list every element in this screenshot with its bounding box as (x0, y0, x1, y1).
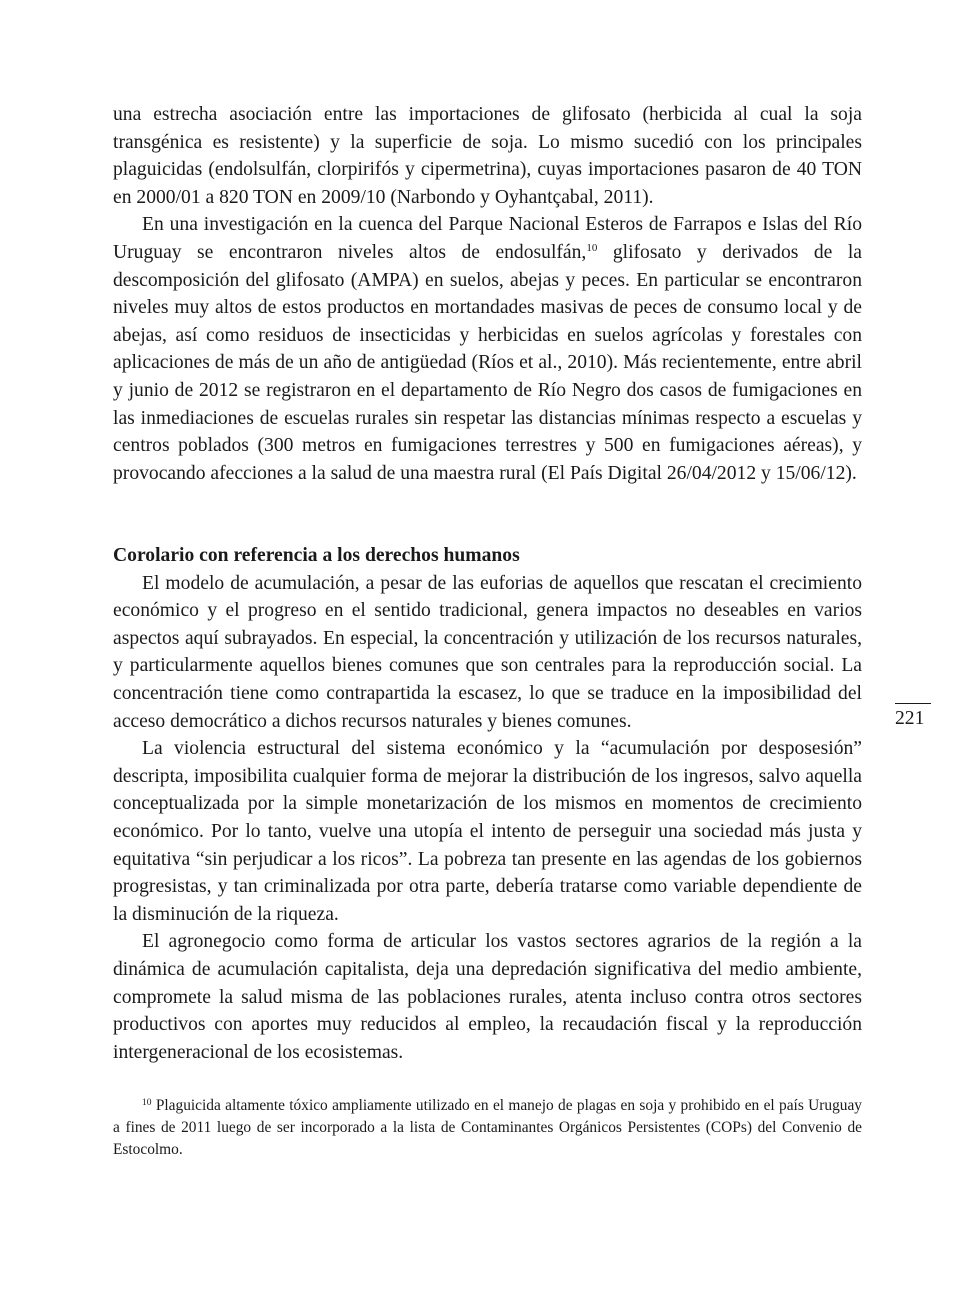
body-text-top (113, 101, 862, 487)
page-number-block (895, 703, 931, 731)
paragraph-violence: La violencia estructural del sistema económico y la “acumulación por desposesión” descripta, imposibilita cualquier forma de mejorar la distribución de los ingresos, salvo aquella conceptualizada por la simple monetarización de los mismos en momentos de crecimiento económico. Por lo tanto, vuelve una utopía el intento de perseguir una sociedad más justa y equitativa “sin perjudicar a los ricos”. La pobreza tan presente en las agendas de los gobiernos progresistas, y tan criminalizada por otra parte, debería tratarse como variable dependiente de la disminución de la riqueza. (113, 738, 862, 925)
paragraph-research (113, 211, 862, 487)
footnote-marker: 10 (142, 1098, 152, 1108)
section-heading: Corolario con referencia a los derechos humanos (113, 545, 520, 566)
page-number: 221 (895, 708, 925, 729)
footnote-reference: 10 (586, 241, 598, 254)
paragraph-model: El modelo de acumulación, a pesar de las euforias de aquellos que rescatan el crecimiento económico y el progreso en el sentido tradicional, genera impactos no deseables en varios aspectos aquí subrayados. En especial, la concentración y utilización de los recursos naturales, y particularmente aquellos bienes comunes que son centrales para la reproducción social. La concentración tiene como contrapartida la escasez, lo que se traduce en la imposibilidad del acceso democrático a dichos recursos naturales y bienes comunes. (113, 572, 862, 732)
page-number-rule (895, 703, 931, 704)
paragraph-agribusiness: El agronegocio como forma de articular los vastos sectores agrarios de la región a la dinámica de acumulación capitalista, deja una depredación significativa del medio ambiente, compromete la salud misma de las poblaciones rurales, atenta incluso contra otros sectores productivos con aportes muy reducidos al empleo, la recaudación fiscal y la reproducción intergeneracional de los ecosistemas. (113, 931, 862, 1063)
footnote (113, 1095, 862, 1162)
paragraph-research-text-b: glifosato y derivados de la descomposición del glifosato (AMPA) en suelos, abejas y peces. En particular se encontraron niveles muy altos de estos productos en mortandades masivas de peces de consumo local y de abejas, así como residuos de insecticidas y herbicidas en suelos agrícolas y forestales con aplicaciones de más de un año de antigüedad (Ríos et al., 2010). Más recientemente, entre abril y junio de 2012 se registraron en el departamento de Río Negro dos casos de fumigaciones en las inmediaciones de escuelas rurales sin respetar las distancias mínimas respecto a escuelas y centros poblados (300 metros en fumigaciones terrestres y 500 en fumigaciones aéreas), y provocando afecciones a la salud de una maestra rural (El País Digital 26/04/2012 y 15/06/12). (113, 241, 862, 484)
body-text-section (113, 542, 862, 1066)
paragraph-research-text-a: En una investigación en la cuenca del Parque Nacional Esteros de Farrapos e Islas del Río Uruguay se encontraron niveles altos de endosulfán, (113, 214, 862, 263)
paragraph-continued: una estrecha asociación entre las importaciones de glifosato (herbicida al cual la soja transgénica es resistente) y la superficie de soja. Lo mismo sucedió con los principales plaguicidas (endolsulfán, clorpirifós y cipermetrina), cuyas importaciones pasaron de 40 TON en 2000/01 a 820 TON en 2009/10 (Narbondo y Oyhantçabal, 2011). (113, 104, 862, 208)
footnote-text: Plaguicida altamente tóxico ampliamente utilizado en el manejo de plagas en soja y prohibido en el país Uruguay a fines de 2011 luego de ser incorporado a la lista de Contaminantes Orgánicos Persistentes (COPs) del Convenio de Estocolmo. (113, 1097, 862, 1159)
